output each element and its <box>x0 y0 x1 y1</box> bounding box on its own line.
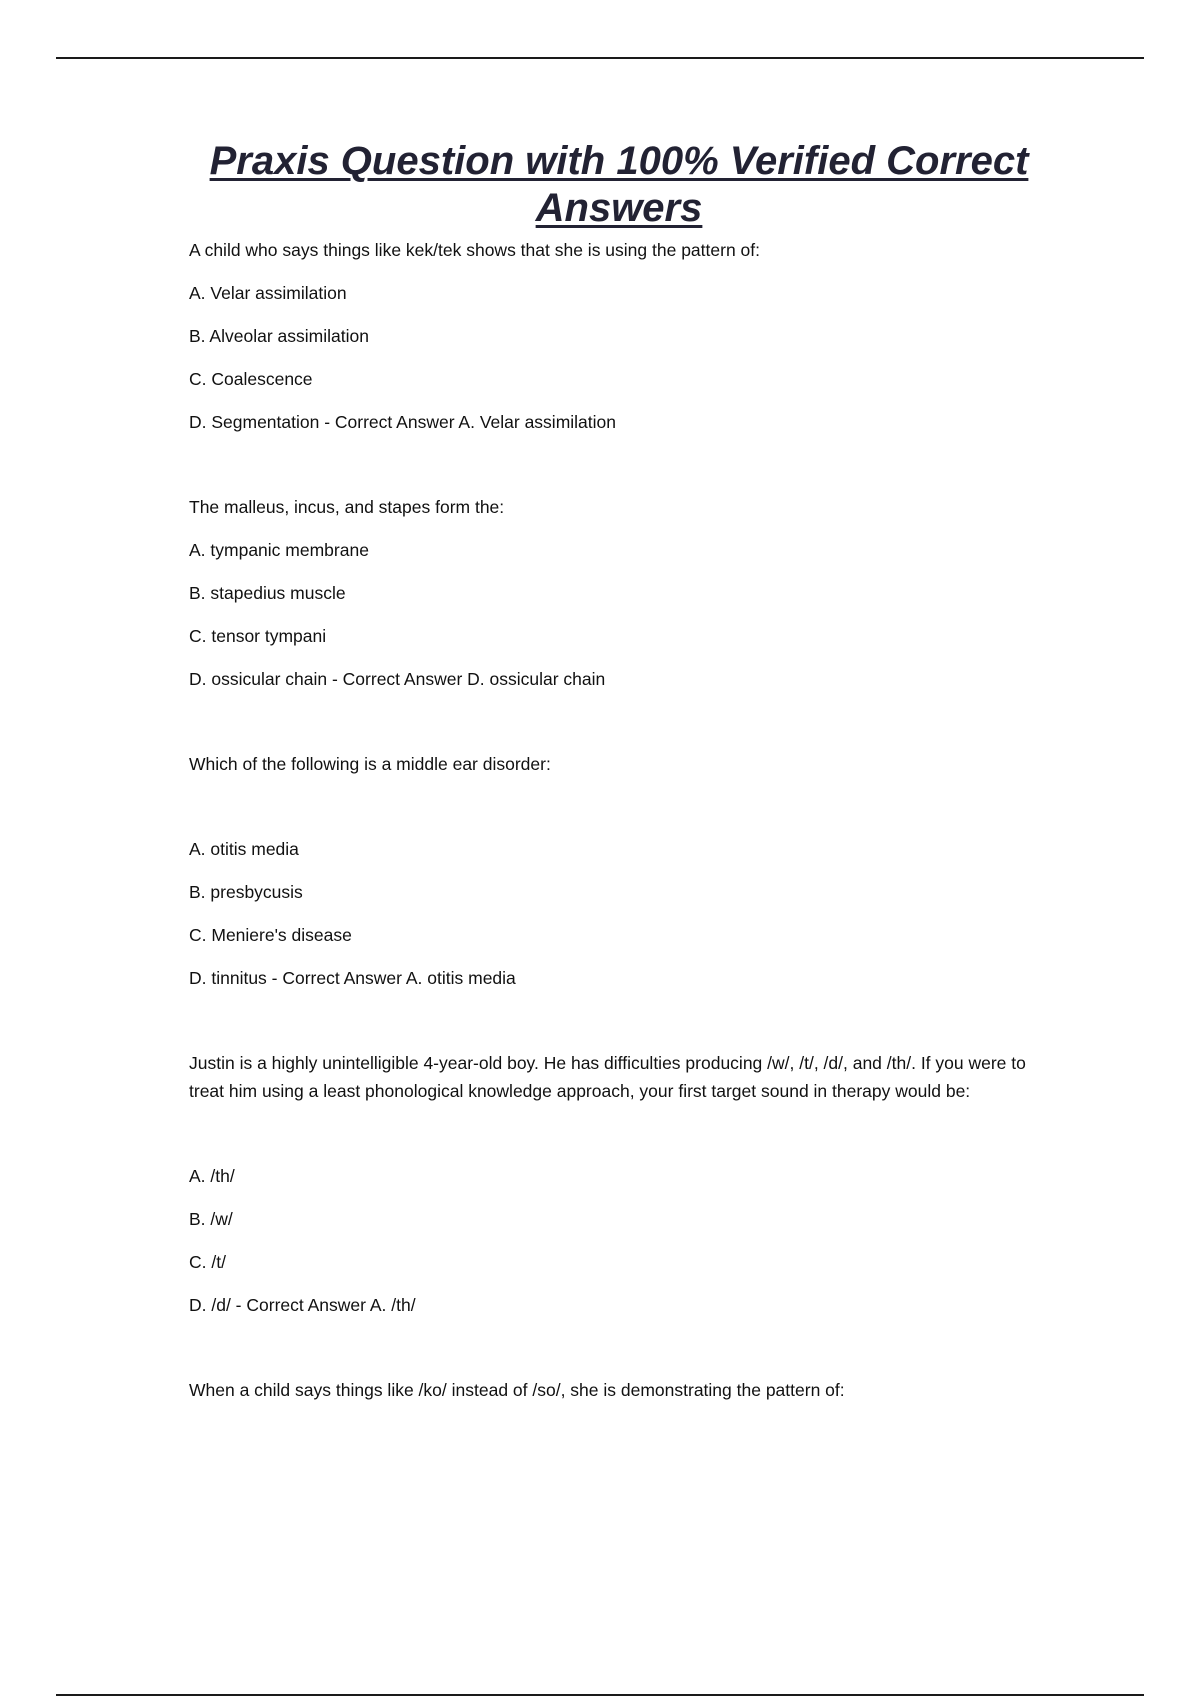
answer-option: B. stapedius muscle <box>189 583 346 603</box>
question-prompt: Justin is a highly unintelligible 4-year-old boy. He has difficulties producing /w/, /t/, /d/, and /th/. If you were to treat him using a least phonological knowledge approach, your first target sound in therapy would be: <box>189 1053 1031 1101</box>
answer-option: B. presbycusis <box>189 882 303 902</box>
answer-option-with-correct-answer: D. Segmentation - Correct Answer A. Velar assimilation <box>189 412 616 432</box>
question-prompt: A child who says things like kek/tek shows that she is using the pattern of: <box>189 240 760 260</box>
answer-option: C. /t/ <box>189 1252 226 1272</box>
answer-option: A. tympanic membrane <box>189 540 369 560</box>
question-block-5 <box>189 1376 1049 1404</box>
answer-option-with-correct-answer: D. tinnitus - Correct Answer A. otitis media <box>189 968 516 988</box>
question-block-4 <box>189 1049 1049 1319</box>
question-block-3 <box>189 750 1049 992</box>
answer-option: A. Velar assimilation <box>189 283 347 303</box>
answer-option: A. /th/ <box>189 1166 235 1186</box>
question-block-1 <box>189 236 1049 436</box>
question-prompt: When a child says things like /ko/ instead of /so/, she is demonstrating the pattern of: <box>189 1380 845 1400</box>
bottom-rule <box>56 1694 1144 1696</box>
answer-option: C. Meniere's disease <box>189 925 352 945</box>
answer-option: B. /w/ <box>189 1209 233 1229</box>
question-block-2 <box>189 493 1049 693</box>
question-prompt: Which of the following is a middle ear disorder: <box>189 754 551 774</box>
answer-option: A. otitis media <box>189 839 299 859</box>
answer-option: B. Alveolar assimilation <box>189 326 369 346</box>
question-prompt: The malleus, incus, and stapes form the: <box>189 497 505 517</box>
top-rule <box>56 57 1144 59</box>
answer-option: C. tensor tympani <box>189 626 327 646</box>
answer-option-with-correct-answer: D. /d/ - Correct Answer A. /th/ <box>189 1295 416 1315</box>
document-page <box>189 138 1049 1404</box>
answer-option-with-correct-answer: D. ossicular chain - Correct Answer D. ossicular chain <box>189 669 606 689</box>
document-title: Praxis Question with 100% Verified Correct Answers <box>209 139 1029 230</box>
answer-option: C. Coalescence <box>189 369 313 389</box>
